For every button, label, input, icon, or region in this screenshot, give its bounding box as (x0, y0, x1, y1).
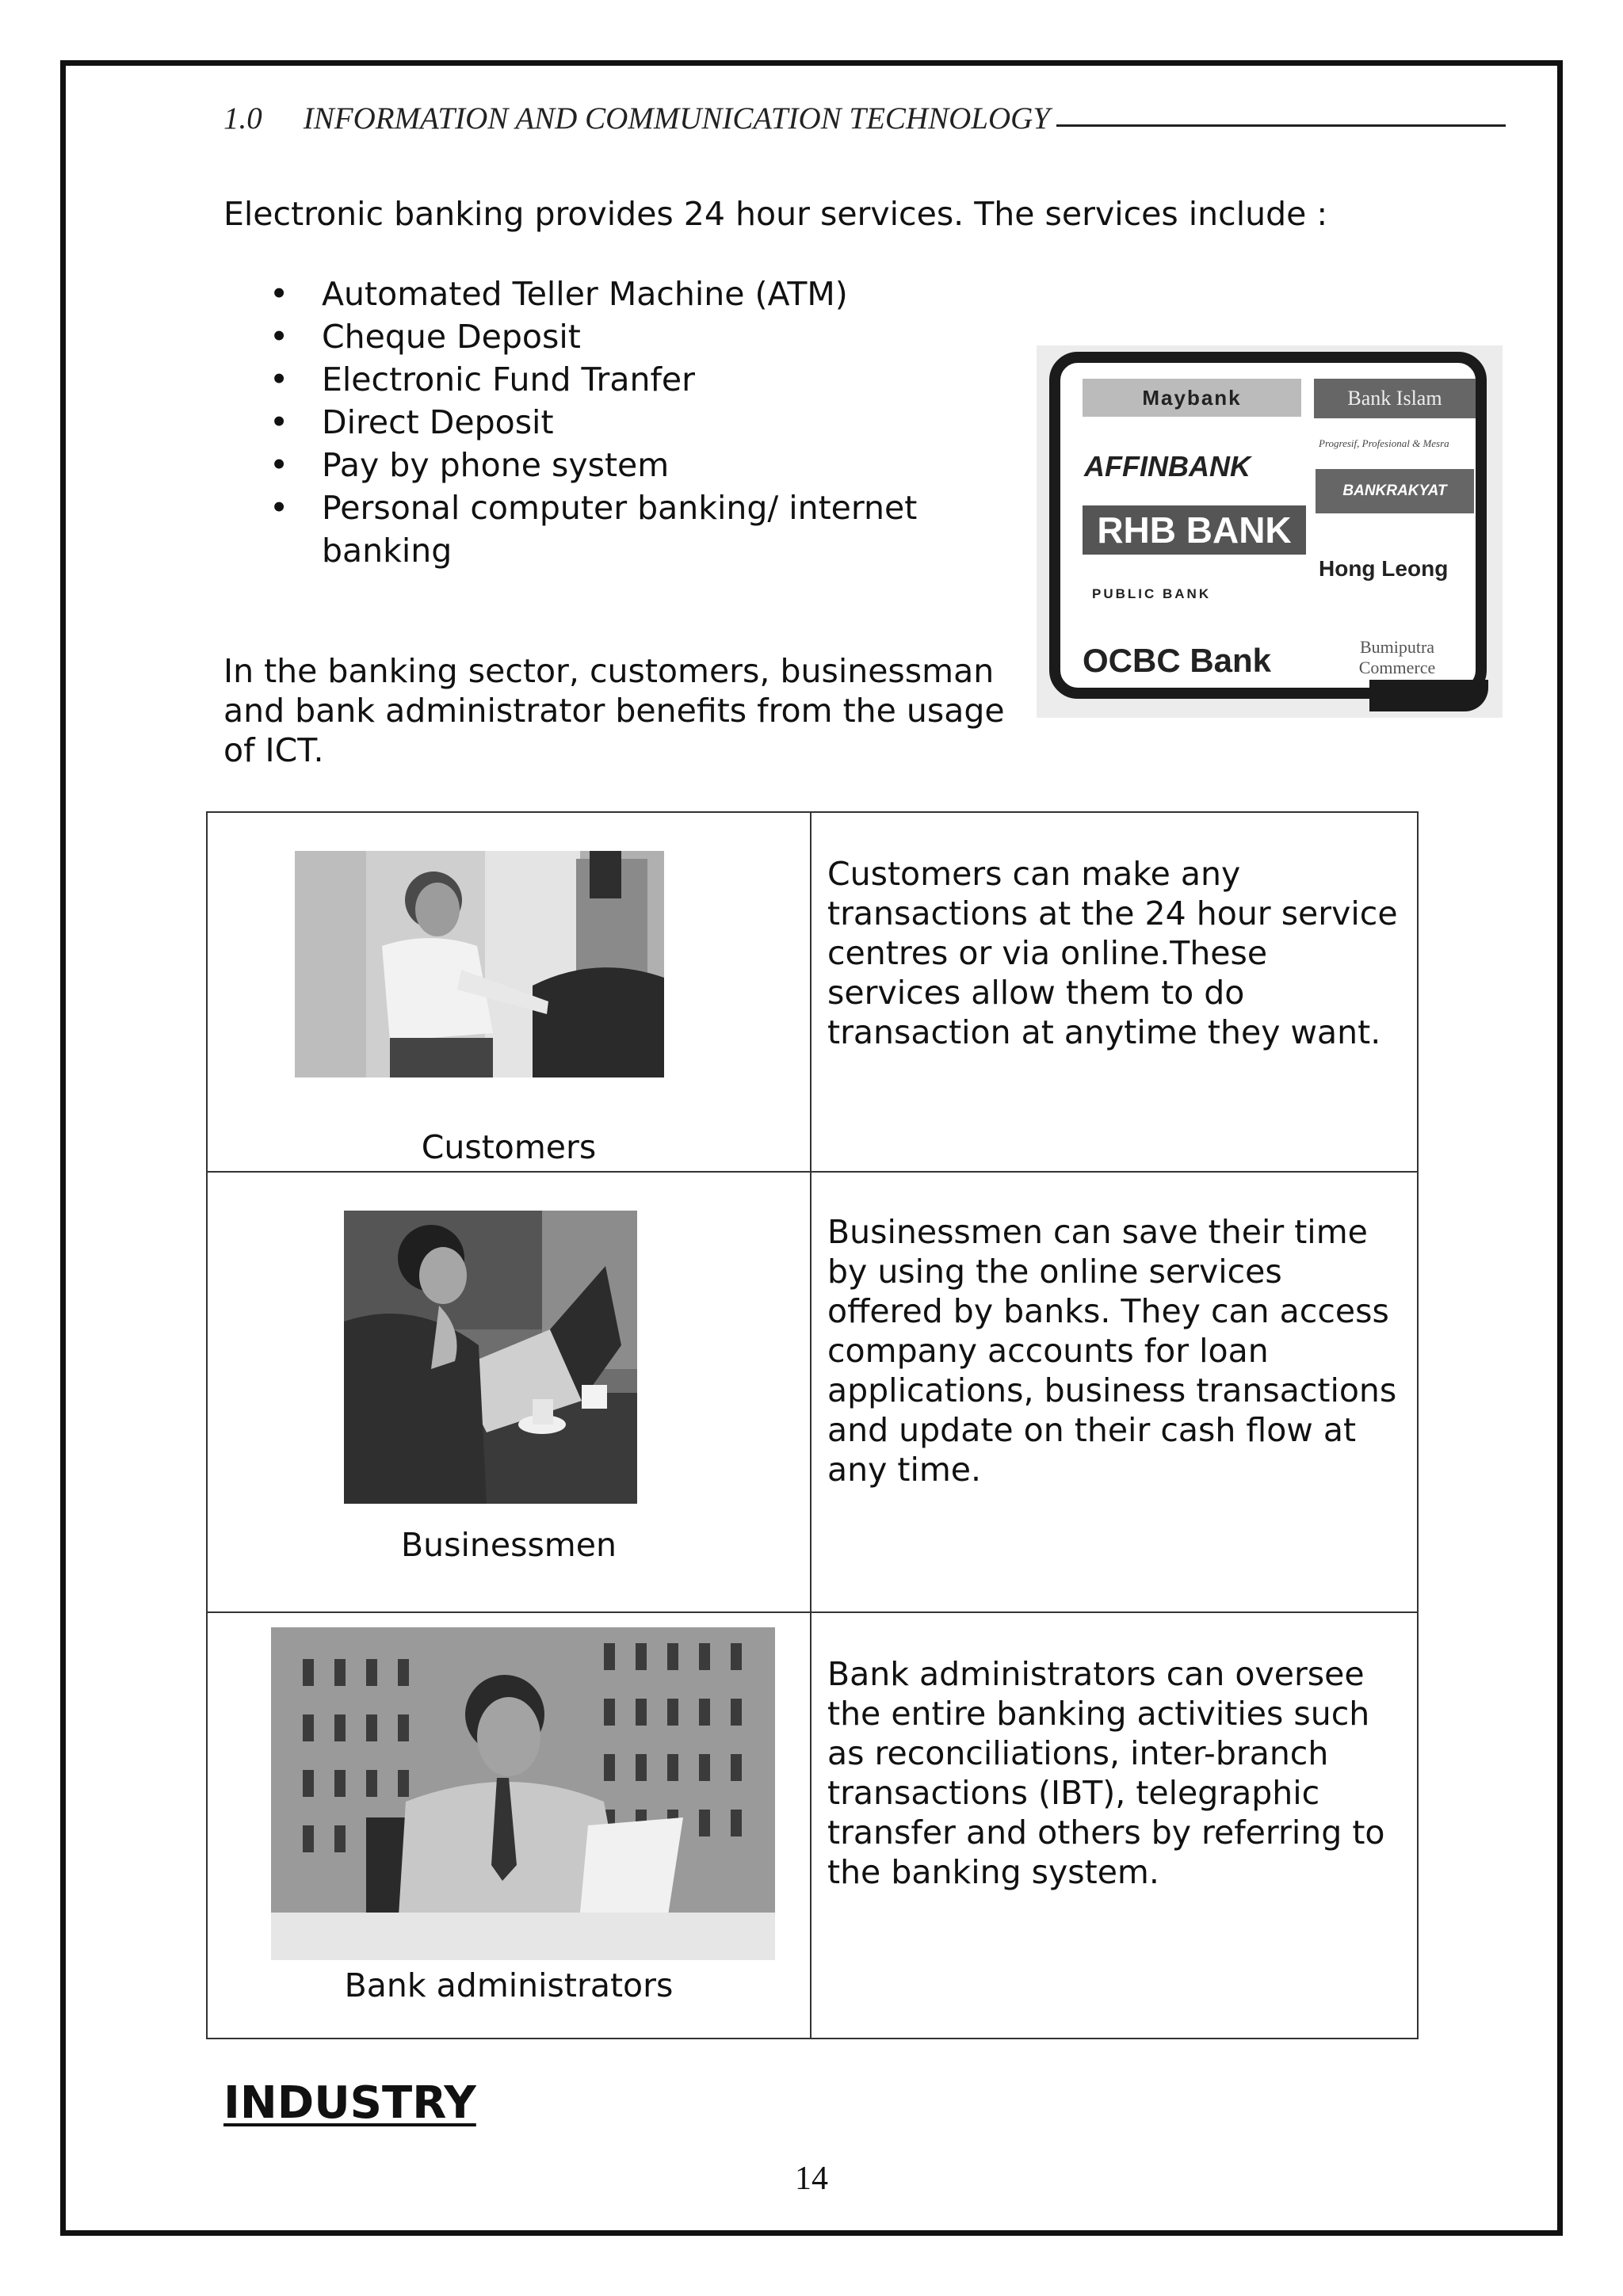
page-number: 14 (795, 2161, 828, 2197)
list-item: • Direct Deposit (269, 401, 983, 444)
logos-panel (1049, 352, 1487, 699)
industry-heading: INDUSTRY (223, 2077, 476, 2129)
table-row (207, 1612, 1418, 2039)
table-cell-text (811, 1612, 1418, 2039)
list-item: • Automated Teller Machine (ATM) (269, 273, 983, 315)
intro-paragraph: Electronic banking provides 24 hour services. The services include : (223, 195, 1328, 233)
list-item: • Personal computer banking/ internet banking (269, 486, 964, 572)
table-cell-image (207, 1612, 811, 2039)
list-item: • Electronic Fund Tranfer (269, 358, 983, 401)
public-bank-logo: PUBLIC BANK (1092, 586, 1212, 601)
benefits-table (206, 811, 1419, 2039)
bank-islam-logo: Bank Islam (1314, 379, 1476, 418)
list-item: • Cheque Deposit (269, 315, 983, 358)
benefit-paragraph: In the banking sector, customers, businessman and bank administrator benefits from the usage of ICT. (223, 652, 1005, 769)
logos-notch (1369, 680, 1488, 711)
table-row (207, 1172, 1418, 1612)
table-cell-image (207, 812, 811, 1172)
customer-atm-photo (295, 851, 664, 1077)
row-caption: Bank administrators (344, 1966, 674, 2004)
services-list (269, 273, 983, 572)
maybank-logo: Maybank (1083, 379, 1301, 417)
ocbc-bank-logo: OCBC Bank (1083, 642, 1272, 679)
bumiputra-commerce-logo: Bumiputra Commerce (1358, 637, 1436, 677)
bank-islam-tagline: Progresif, Profesional & Mesra (1319, 437, 1449, 449)
rhb-bank-logo: RHB BANK (1083, 505, 1306, 555)
table-cell-text (811, 1172, 1418, 1612)
table-row (207, 812, 1418, 1172)
section-header (223, 97, 1506, 136)
table-cell-image (207, 1172, 811, 1612)
row-description: Customers can make any transactions at the 24 hour service centres or via online.These services allow them to do transaction at anytime they want. (827, 855, 1398, 1051)
row-caption: Businessmen (401, 1526, 617, 1564)
section-title: INFORMATION AND COMMUNICATION TECHNOLOGY (303, 101, 1050, 135)
row-caption: Customers (421, 1128, 597, 1166)
row-description: Bank administrators can oversee the entire banking activities such as reconciliations, inter-branch transactions (IBT), telegraphic transfer and others by referring to the banking system. (827, 1655, 1385, 1891)
bank-logos-image (1037, 345, 1503, 718)
header-rule (1056, 124, 1506, 127)
affin-bank-logo: AFFINBANK (1084, 450, 1251, 482)
hong-leong-logo: Hong Leong (1319, 556, 1449, 581)
section-number: 1.0 (223, 101, 262, 135)
row-description: Businessmen can save their time by using the online services offered by banks. They can access company accounts for loan applications, business transactions and update on their cash flow at any time. (827, 1213, 1397, 1489)
businessman-laptop-photo (344, 1211, 637, 1504)
list-item: • Pay by phone system (269, 444, 983, 486)
table-cell-text (811, 812, 1418, 1172)
bank-administrator-photo (271, 1627, 775, 1960)
bank-rakyat-logo: BANKRAKYAT (1316, 469, 1474, 513)
